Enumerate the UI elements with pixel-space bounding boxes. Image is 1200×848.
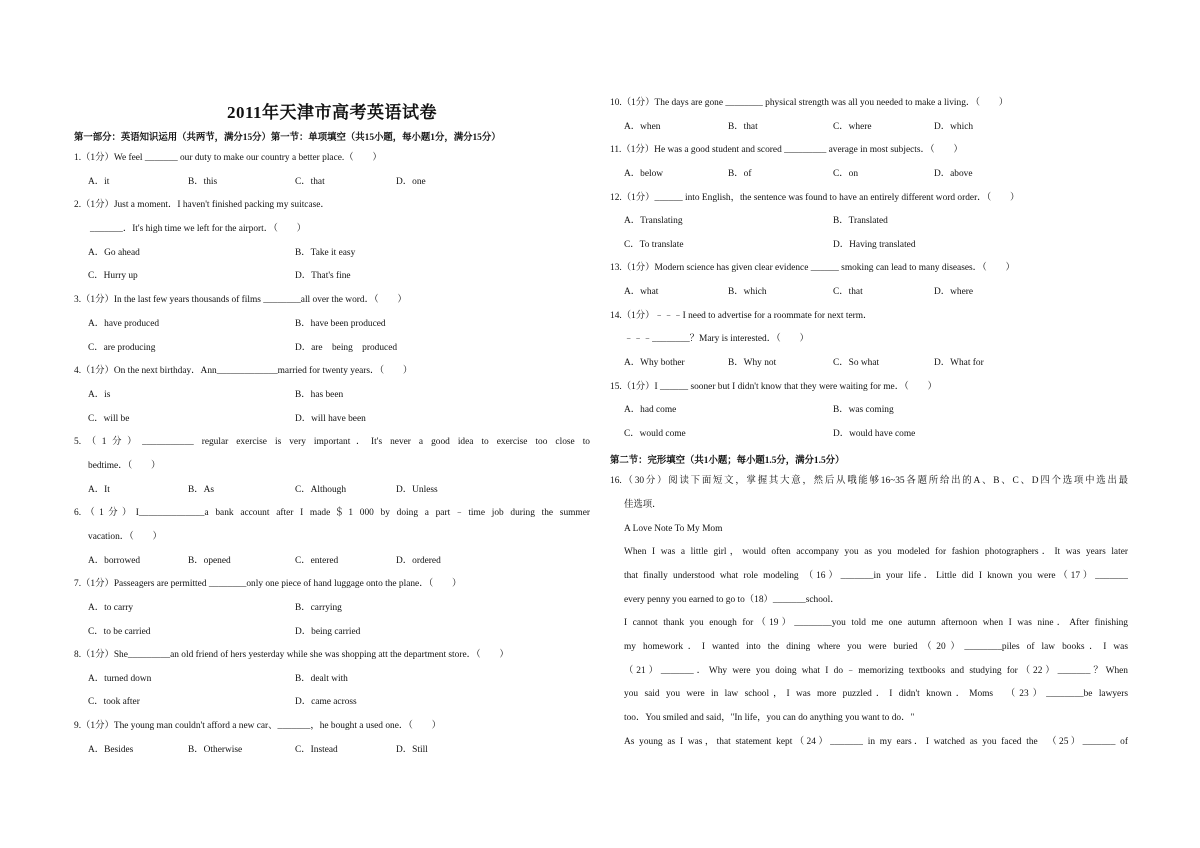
option-a[interactable]: A．Go ahead xyxy=(88,248,140,258)
option-c[interactable]: C．where xyxy=(833,122,872,132)
part1-header: 第一部分：英语知识运用（共两节，满分15分）第一节：单项填空（共15小题，每小题1分，满分15分） xyxy=(74,133,501,143)
question-4-options-row2 xyxy=(88,413,588,425)
option-d[interactable]: D．Unless xyxy=(396,485,438,495)
passage-line-5: my homework．I wanted into the dining where you were buried（20）________piles of law books．I was xyxy=(624,642,1128,652)
option-d[interactable]: D．Still xyxy=(396,745,428,755)
question-5-options xyxy=(88,484,588,496)
question-12-stem: 12.（1分）______ into English，the sentence was found to have an entirely different word order．（ ） xyxy=(610,193,1020,203)
option-a[interactable]: A．have produced xyxy=(88,319,160,329)
question-3-stem: 3.（1分）In the last few years thousands of films ________all over the word．（ ） xyxy=(74,295,407,305)
option-a[interactable]: A．what xyxy=(624,287,659,297)
option-b[interactable]: B．opened xyxy=(188,556,231,566)
option-c[interactable]: C．to be carried xyxy=(88,627,151,637)
question-8-stem: 8.（1分）She_________an old friend of hers yesterday while she was shopping att the department store．（ ） xyxy=(74,650,509,660)
option-c[interactable]: C．are producing xyxy=(88,343,156,353)
option-b[interactable]: B．Otherwise xyxy=(188,745,243,755)
question-7-stem: 7.（1分）Passeagers are permitted ________only one piece of hand luggage onto the plane．（ ） xyxy=(74,579,462,589)
page-title: 2011年天津市高考英语试卷 xyxy=(226,103,438,122)
question-14-stem: 14.（1分）﹣﹣﹣I need to advertise for a roommate for next term． xyxy=(610,311,873,321)
passage-line-4: I cannot thank you enough for（19）________you told me one autumn afternoon when I was nine．After finishing xyxy=(624,618,1128,628)
question-11-options xyxy=(624,168,1124,180)
passage-line-8: too．You smiled and said，"In life，you can do anything you want to do．" xyxy=(624,713,915,723)
question-3-options-row2 xyxy=(88,342,588,354)
option-b[interactable]: B．Translated xyxy=(833,216,888,226)
option-d[interactable]: D．ordered xyxy=(396,556,441,566)
option-a[interactable]: A．Translating xyxy=(624,216,683,226)
option-a[interactable]: A．Why bother xyxy=(624,358,685,368)
option-b[interactable]: B．has been xyxy=(295,390,344,400)
question-15-options-row2 xyxy=(624,428,1124,440)
option-a[interactable]: A．borrowed xyxy=(88,556,141,566)
option-d[interactable]: D．where xyxy=(934,287,974,297)
option-d[interactable]: D．one xyxy=(396,177,426,187)
option-d[interactable]: D．What for xyxy=(934,358,984,368)
question-9-stem: 9.（1分）The young man couldn't afford a new car、_______，he bought a used one．（ ） xyxy=(74,721,442,731)
option-b[interactable]: B．which xyxy=(728,287,767,297)
question-1-stem: 1.（1分）We feel _______ our duty to make our country a better place.（ ） xyxy=(74,153,382,163)
question-15-options-row1 xyxy=(624,404,1124,416)
passage-line-2: that finally understood what role modeling （16）_______in your life．Little did I known you were（17）_______ xyxy=(624,571,1128,581)
option-b[interactable]: B．was coming xyxy=(833,405,894,415)
option-a[interactable]: A．had come xyxy=(624,405,677,415)
option-b[interactable]: B．Why not xyxy=(728,358,777,368)
option-a[interactable]: A．it xyxy=(88,177,110,187)
option-b[interactable]: B．dealt with xyxy=(295,674,348,684)
option-c[interactable]: C．To translate xyxy=(624,240,684,250)
option-d[interactable]: D．above xyxy=(934,169,973,179)
option-c[interactable]: C．entered xyxy=(295,556,339,566)
question-7-options-row2 xyxy=(88,626,588,638)
question-7-options-row1 xyxy=(88,602,588,614)
question-5-stem: 5.（1分）___________ regular exercise is very important．It's never a good idea to exercise too close to xyxy=(74,437,590,447)
option-a[interactable]: A．turned down xyxy=(88,674,152,684)
question-2-stem-2: _______．It's high time we left for the airport．（ ） xyxy=(90,224,306,234)
option-b[interactable]: B．Take it easy xyxy=(295,248,356,258)
question-6-options xyxy=(88,555,588,567)
option-b[interactable]: B．carrying xyxy=(295,603,342,613)
option-b[interactable]: B．this xyxy=(188,177,218,187)
question-16-intro-2: 佳选项． xyxy=(624,500,662,510)
option-b[interactable]: B．that xyxy=(728,122,758,132)
question-11-stem: 11.（1分）He was a good student and scored _________ average in most subjects．（ ） xyxy=(610,145,963,155)
option-c[interactable]: C．So what xyxy=(833,358,880,368)
question-5-stem-2: bedtime．（ ） xyxy=(88,461,161,471)
option-c[interactable]: C．on xyxy=(833,169,859,179)
option-c[interactable]: C．will be xyxy=(88,414,130,424)
option-a[interactable]: A．when xyxy=(624,122,661,132)
option-c[interactable]: C．Hurry up xyxy=(88,271,138,281)
option-d[interactable]: D．which xyxy=(934,122,974,132)
option-c[interactable]: C．took after xyxy=(88,697,140,707)
passage-line-6: （21）_______．Why were you doing what I do﹣memorizing textbooks and studying for（22）_______？When xyxy=(624,666,1128,676)
option-d[interactable]: D．came across xyxy=(295,697,357,707)
option-c[interactable]: C．that xyxy=(833,287,863,297)
question-14-stem-2: ﹣﹣﹣________？Mary is interested．（ ） xyxy=(624,334,809,344)
passage-line-1: When I was a little girl，would often accompany you as you modeled for fashion photographers．It was years later xyxy=(624,547,1128,557)
question-16-intro: 16.（30分）阅读下面短文，掌握其大意，然后从哦能够16~35各题所给出的A、B、C、D四个选项中选出最 xyxy=(610,476,1128,486)
option-d[interactable]: D．would have come xyxy=(833,429,916,439)
question-6-stem: 6.（1分）I______________a bank account after I made＄1 000 by doing a part﹣time job during the summer xyxy=(74,508,590,518)
option-c[interactable]: C．Although xyxy=(295,485,347,495)
question-4-options-row1 xyxy=(88,389,588,401)
question-2-options-row2 xyxy=(88,270,588,282)
option-d[interactable]: D．Having translated xyxy=(833,240,916,250)
option-b[interactable]: B．have been produced xyxy=(295,319,386,329)
question-12-options-row1 xyxy=(624,215,1124,227)
option-b[interactable]: B．of xyxy=(728,169,752,179)
option-c[interactable]: C．that xyxy=(295,177,325,187)
option-a[interactable]: A．below xyxy=(624,169,664,179)
passage-line-7: you said you were in law school，I was more puzzled．I didn't known．Moms （23）________be lawyers xyxy=(624,689,1128,699)
option-b[interactable]: B．As xyxy=(188,485,215,495)
part2-header: 第二节：完形填空（共1小题；每小题1.5分，满分1.5分） xyxy=(610,456,845,466)
question-2-stem: 2.（1分）Just a moment．I haven't finished packing my suitcase． xyxy=(74,200,330,210)
passage-line-9: As young as I was，that statement kept（24）_______ in my ears．I watched as you faced the （25）_______ of xyxy=(624,737,1128,747)
question-8-options-row1 xyxy=(88,673,588,685)
option-a[interactable]: A．is xyxy=(88,390,111,400)
option-a[interactable]: A．It xyxy=(88,485,110,495)
question-13-options xyxy=(624,286,1124,298)
option-d[interactable]: D．That's fine xyxy=(295,271,351,281)
option-c[interactable]: C．Instead xyxy=(295,745,338,755)
option-d[interactable]: D．will have been xyxy=(295,414,366,424)
question-2-options-row1 xyxy=(88,247,588,259)
option-a[interactable]: A．to carry xyxy=(88,603,134,613)
question-4-stem: 4.（1分）On the next birthday．Ann_____________married for twenty years．（ ） xyxy=(74,366,413,376)
question-8-options-row2 xyxy=(88,696,588,708)
question-13-stem: 13.（1分）Modern science has given clear evidence ______ smoking can lead to many diseases．（ ） xyxy=(610,263,1015,273)
question-14-options xyxy=(624,357,1124,369)
option-c[interactable]: C．would come xyxy=(624,429,686,439)
question-12-options-row2 xyxy=(624,239,1124,251)
option-a[interactable]: A．Besides xyxy=(88,745,134,755)
option-d[interactable]: D．are being produced xyxy=(295,343,398,353)
passage-title: A Love Note To My Mom xyxy=(624,524,723,534)
question-10-options xyxy=(624,121,1124,133)
question-1-options xyxy=(88,176,588,188)
question-9-options xyxy=(88,744,588,756)
question-10-stem: 10.（1分）The days are gone ________ physical strength was all you needed to make a living．（ ） xyxy=(610,98,1009,108)
passage-line-3: every penny you earned to go to（18）_______school． xyxy=(624,595,840,605)
option-d[interactable]: D．being carried xyxy=(295,627,361,637)
question-3-options-row1 xyxy=(88,318,588,330)
question-15-stem: 15.（1分）I ______ sooner but I didn't know that they were waiting for me．（ ） xyxy=(610,382,937,392)
question-6-stem-2: vacation．（ ） xyxy=(88,532,162,542)
